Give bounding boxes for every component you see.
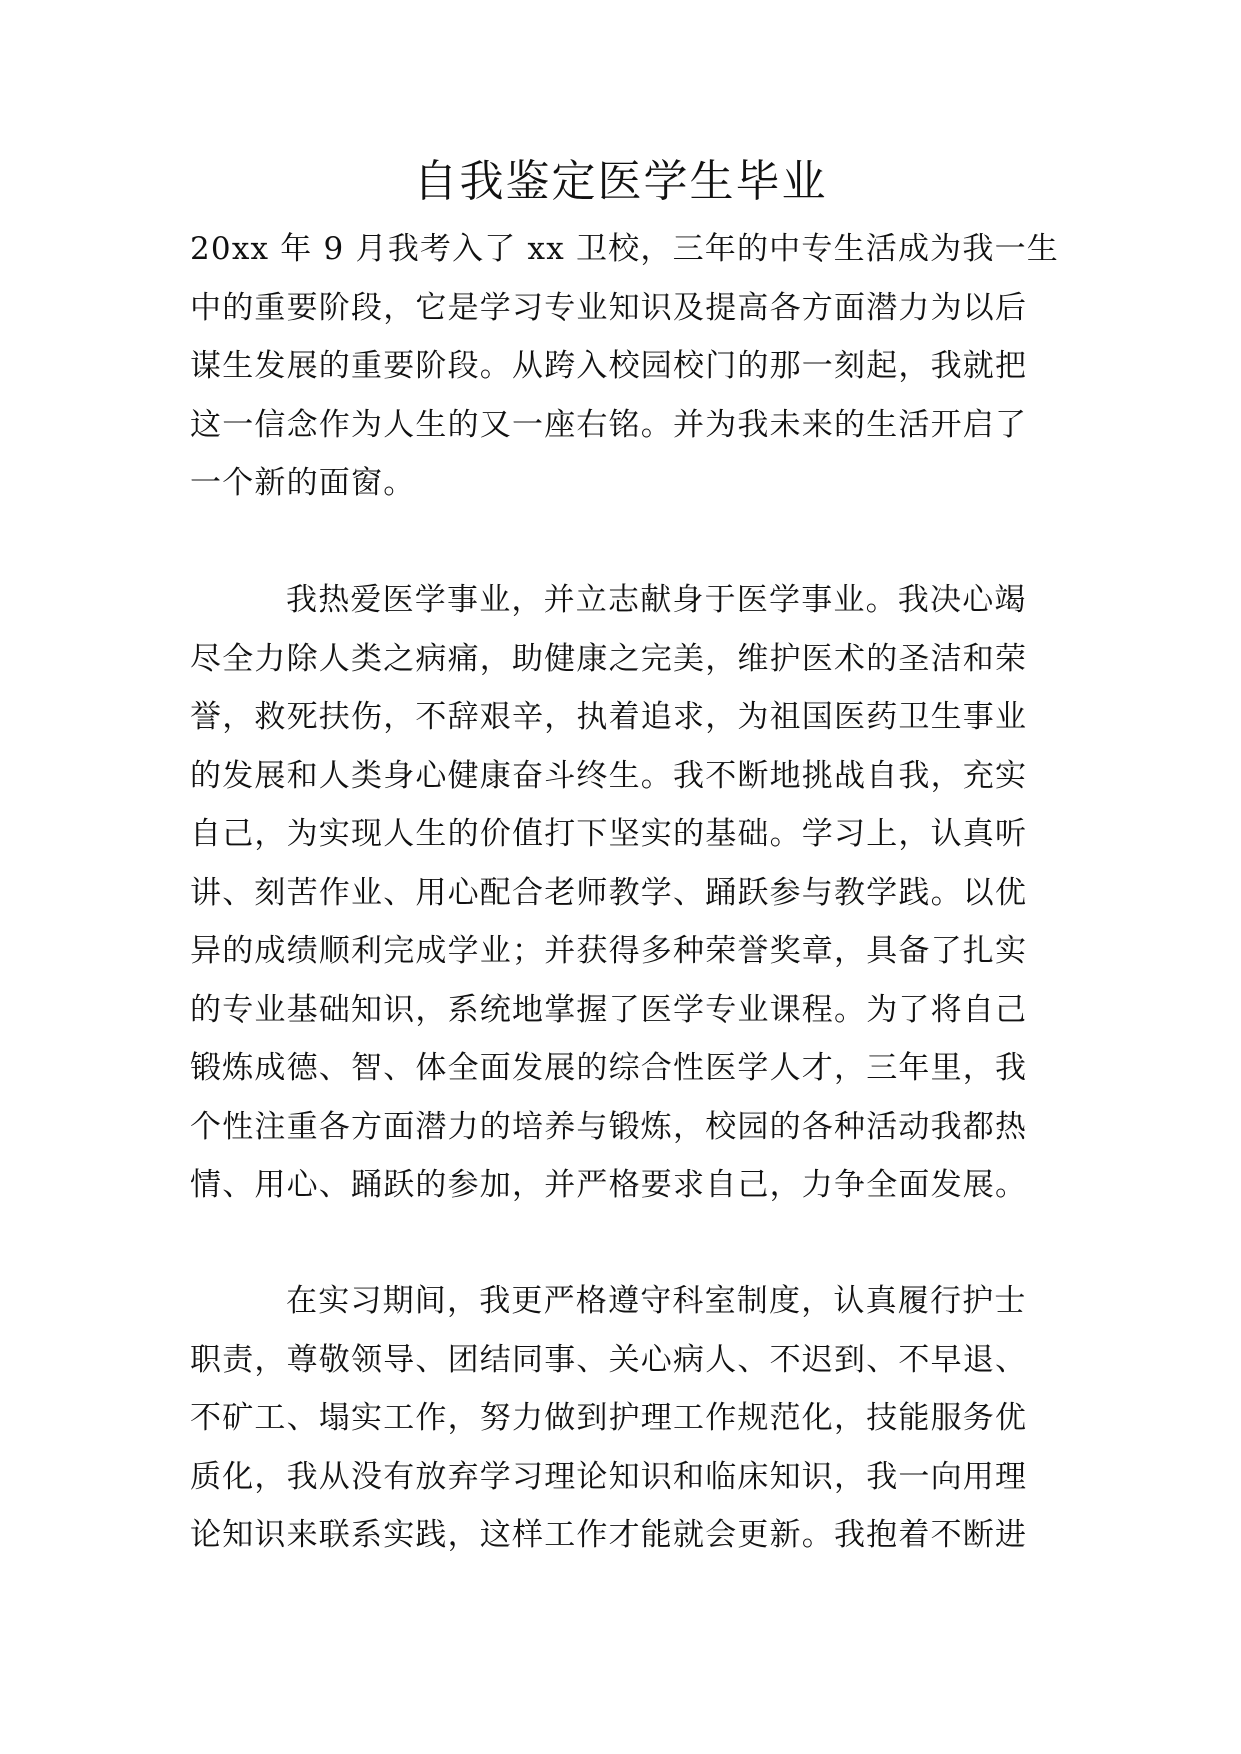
text-line: 不矿工、塌实工作，努力做到护理工作规范化，技能服务优 bbox=[190, 1400, 1028, 1436]
paragraph-2 bbox=[190, 571, 1070, 1215]
text-line: 锻炼成德、智、体全面发展的综合性医学人才，三年里，我 bbox=[190, 1050, 1028, 1086]
text-line: 20xx 年 9 月我考入了 xx 卫校，三年的中专生活成为我一生 bbox=[190, 231, 1059, 267]
text-line: 个性注重各方面潜力的培养与锻炼，校园的各种活动我都热 bbox=[190, 1108, 1028, 1145]
document-title: 自我鉴定医学生毕业 bbox=[413, 156, 828, 207]
text-line: 的专业基础知识，系统地掌握了医学专业课程。为了将自己 bbox=[190, 991, 1028, 1028]
text-line: 这一信念作为人生的又一座右铭。并为我未来的生活开启了 bbox=[190, 406, 1028, 443]
text-line: 自己，为实现人生的价值打下坚实的基础。学习上，认真听 bbox=[190, 816, 1028, 852]
text-line: 论知识来联系实践，这样工作才能就会更新。我抱着不断进 bbox=[190, 1517, 1028, 1553]
text-line: 讲、刻苦作业、用心配合老师教学、踊跃参与教学践。以优 bbox=[190, 874, 1028, 911]
text-line: 异的成绩顺利完成学业；并获得多种荣誉奖章，具备了扎实 bbox=[190, 933, 1028, 969]
text-line: 谋生发展的重要阶段。从跨入校园校门的那一刻起，我就把 bbox=[190, 348, 1028, 384]
text-line: 一个新的面窗。 bbox=[190, 465, 416, 501]
paragraph-1 bbox=[190, 220, 1070, 513]
text-line: 职责，尊敬领导、团结同事、关心病人、不迟到、不早退、 bbox=[190, 1341, 1028, 1378]
text-line: 的发展和人类身心健康奋斗终生。我不断地挑战自我，充实 bbox=[190, 757, 1028, 794]
text-line: 情、用心、踊跃的参加，并严格要求自己，力争全面发展。 bbox=[190, 1167, 1028, 1203]
text-line: 中的重要阶段，它是学习专业知识及提高各方面潜力为以后 bbox=[190, 289, 1028, 326]
text-line: 誉，救死扶伤，不辞艰辛，执着追求，为祖国医药卫生事业 bbox=[190, 699, 1028, 735]
paragraph-3 bbox=[190, 1272, 1070, 1565]
text-line: 在实习期间，我更严格遵守科室制度，认真履行护士 bbox=[286, 1283, 1027, 1319]
text-line: 质化，我从没有放弃学习理论知识和临床知识，我一向用理 bbox=[190, 1458, 1028, 1495]
text-line: 尽全力除人类之病痛，助健康之完美，维护医术的圣洁和荣 bbox=[190, 640, 1028, 677]
text-line: 我热爱医学事业，并立志献身于医学事业。我决心竭 bbox=[286, 582, 1027, 618]
